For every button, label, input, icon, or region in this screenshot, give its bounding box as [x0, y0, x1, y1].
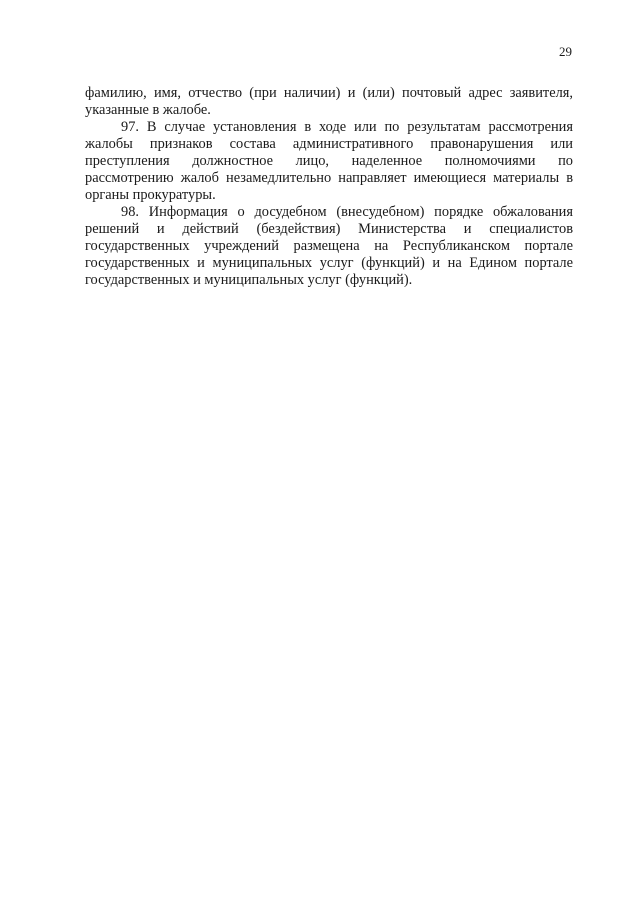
paragraph-line: решений и действий (бездействия) Министерства и специалистов [85, 221, 573, 237]
paragraph-line: 98. Информация о досудебном (внесудебном) порядке обжалования [121, 204, 573, 220]
paragraph-line: фамилию, имя, отчество (при наличии) и (или) почтовый адрес заявителя, [85, 85, 573, 101]
body-text [85, 85, 573, 289]
paragraph-line: указанные в жалобе. [85, 102, 211, 118]
page-number: 29 [559, 44, 572, 59]
paragraph-line: государственных и муниципальных услуг (функций). [85, 272, 413, 288]
paragraph-line: органы прокуратуры. [85, 187, 216, 203]
paragraph-line: преступления должностное лицо, наделенное полномочиями по [85, 153, 573, 169]
paragraph-line: жалобы признаков состава административного правонарушения или [85, 136, 573, 152]
paragraph-line: государственных и муниципальных услуг (функций) и на Едином портале [85, 255, 573, 271]
paragraph-line: государственных учреждений размещена на Республиканском портале [85, 238, 573, 254]
paragraph-line: 97. В случае установления в ходе или по результатам рассмотрения [121, 119, 573, 135]
paragraph-line: рассмотрению жалоб незамедлительно направляет имеющиеся материалы в [85, 170, 573, 186]
